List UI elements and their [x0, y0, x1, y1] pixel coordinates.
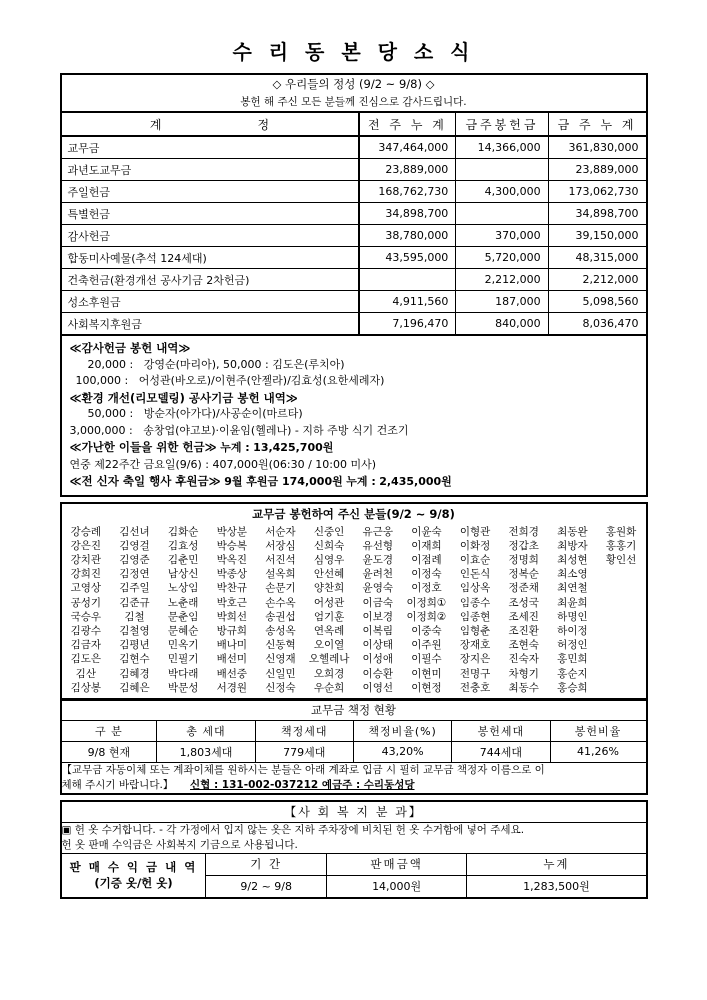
donor-name: 송성옥 — [265, 624, 296, 637]
offering-row-label: 특별헌금 — [61, 203, 359, 225]
welfare-header-period: 기 간 — [206, 853, 326, 875]
donor-name: 이정희① — [406, 596, 447, 609]
table-row — [61, 269, 647, 291]
assessment-notice-row — [61, 762, 647, 794]
assessment-header-assessed-households: 책정세대 — [255, 720, 353, 741]
table-row — [62, 539, 646, 553]
donor-name: 연옥례 — [313, 624, 345, 637]
donor-name: 전충호 — [459, 681, 491, 694]
donor-name: 박옥진 — [216, 553, 248, 566]
donor-name: 박문성 — [167, 681, 199, 694]
offering-row-label: 교무금 — [61, 136, 359, 159]
donor-name: 박종상 — [216, 568, 248, 581]
welfare-revenue-label-line2: (기증 옷/헌 옷) — [94, 876, 173, 891]
offering-row-total: 361,830,000 — [548, 136, 646, 159]
welfare-table — [60, 800, 648, 899]
donor-name: 황인선 — [605, 553, 637, 566]
donor-name: 이상태 — [362, 639, 393, 652]
remodel-fund-heading: ≪환경 개선(리모델링) 공사기금 봉헌 내역≫ — [69, 390, 298, 405]
offering-row-week — [456, 159, 548, 181]
assessment-header-division: 구 분 — [61, 720, 157, 741]
offering-row-label: 감사헌금 — [61, 225, 359, 247]
donor-name: 김평년 — [119, 639, 150, 652]
donor-name: 김철 — [124, 610, 145, 623]
feast-support-month: 9월 후원금 174,000원 — [224, 475, 343, 488]
offering-header-category — [61, 112, 359, 136]
table-row — [62, 525, 646, 539]
offering-row-total: 48,315,000 — [548, 247, 646, 269]
offering-row-week — [456, 203, 548, 225]
table-row — [61, 247, 647, 269]
offering-row-label: 과년도교무금 — [61, 159, 359, 181]
donor-name: 신일민 — [265, 667, 296, 680]
table-row — [61, 225, 647, 247]
donor-name: 김선녀 — [119, 525, 150, 538]
donor-name: 이재희 — [411, 539, 442, 552]
donor-name: 어성관 — [313, 596, 345, 609]
donor-name: 이필수 — [411, 653, 442, 666]
donor-name: 김산 — [75, 667, 96, 680]
thanks-offering-amount: 20,000 : — [87, 357, 134, 371]
offering-row-label: 성소후원금 — [61, 291, 359, 313]
donor-name: 이현정 — [411, 681, 442, 694]
table-row — [62, 596, 646, 610]
offering-row-week: 5,720,000 — [456, 247, 548, 269]
donor-name: 최연철 — [557, 582, 588, 595]
donor-name: 김주일 — [119, 582, 150, 595]
poor-offering-line — [62, 439, 646, 457]
donor-name: 설옥희 — [265, 568, 296, 581]
offering-row-prev — [359, 269, 456, 291]
donor-name: 하이정 — [557, 624, 588, 637]
offering-row-label: 합동미사예물(추석 124세대) — [61, 247, 359, 269]
donor-name — [597, 596, 646, 610]
donor-name: 남상신 — [167, 568, 199, 581]
remodel-fund-line — [62, 406, 646, 423]
donor-name: 서순자 — [265, 525, 296, 538]
donor-name: 배선중 — [216, 667, 248, 680]
donor-name — [597, 638, 646, 652]
assessment-title-row — [61, 700, 647, 720]
offering-banner: ◇ 우리들의 정성 (9/2 ~ 9/8) ◇ — [61, 74, 647, 93]
donor-name: 허정인 — [557, 639, 588, 652]
donor-name: 홍민희 — [557, 653, 588, 666]
donor-name: 유근웅 — [362, 525, 393, 538]
table-row — [61, 203, 647, 225]
donor-name: 박찬규 — [216, 582, 248, 595]
offering-row-prev: 7,196,470 — [359, 313, 456, 336]
donor-name: 조세진 — [508, 610, 539, 623]
table-row — [62, 681, 646, 695]
offering-row-total: 39,150,000 — [548, 225, 646, 247]
donor-name: 장재호 — [459, 639, 491, 652]
offering-row-week: 187,000 — [456, 291, 548, 313]
offering-header-prev-total: 전 주 누 계 — [359, 112, 456, 136]
offering-row-week: 4,300,000 — [456, 181, 548, 203]
donor-name: 김춘민 — [167, 553, 199, 566]
offering-row-prev: 38,780,000 — [359, 225, 456, 247]
welfare-note-line1: ▣ 헌 옷 수거합니다. - 각 가정에서 입지 않는 옷은 지하 주차장에 비치된 헌 옷 수거함에 넣어 주세요. — [61, 823, 525, 836]
donor-name: 강은진 — [70, 539, 102, 552]
donor-name: 윤려천 — [362, 568, 393, 581]
donor-name: 최소영 — [557, 568, 588, 581]
donor-name — [597, 681, 646, 695]
donor-name: 정갑초 — [508, 539, 539, 552]
feast-support-total-label: 누계 : — [346, 475, 376, 488]
donor-name: 신동혁 — [265, 639, 296, 652]
donor-name: 서경원 — [216, 681, 248, 694]
donor-name: 고영상 — [70, 582, 102, 595]
donor-name: 이복림 — [362, 624, 393, 637]
table-row — [61, 291, 647, 313]
offering-row-prev: 43,595,000 — [359, 247, 456, 269]
welfare-revenue-label — [61, 853, 206, 898]
donor-name: 신희숙 — [313, 539, 345, 552]
donor-name: 송권섭 — [265, 610, 296, 623]
donor-name: 임상옥 — [459, 582, 491, 595]
donor-name: 이보경 — [362, 610, 393, 623]
donor-name: 노상임 — [167, 582, 199, 595]
donor-name: 정명희 — [508, 553, 539, 566]
offering-row-prev: 34,898,700 — [359, 203, 456, 225]
assessment-value-offering-households: 744세대 — [452, 741, 550, 762]
donor-name: 신정숙 — [265, 681, 296, 694]
donor-name: 김광수 — [70, 624, 102, 637]
donor-name: 민옥기 — [167, 639, 199, 652]
assessment-header-assessed-rate: 책정비율(%) — [353, 720, 451, 741]
donor-name: 강승례 — [70, 525, 102, 538]
assessment-header-row — [61, 720, 647, 741]
donor-name: 강희진 — [70, 568, 102, 581]
donor-name: 최동완 — [557, 525, 588, 538]
welfare-note-line2: 헌 옷 판매 수익금은 사회복지 기금으로 사용됩니다. — [61, 838, 298, 851]
donor-name: 장지은 — [459, 653, 491, 666]
feast-support-total-value: 2,435,000원 — [379, 475, 452, 488]
donor-name: 김영준 — [119, 553, 150, 566]
donor-name: 박승복 — [216, 539, 248, 552]
table-row — [62, 553, 646, 567]
donor-name: 김혜경 — [119, 667, 150, 680]
assessment-value-division: 9/8 현재 — [61, 741, 157, 762]
donor-name: 박다래 — [167, 667, 199, 680]
donor-name: 박호근 — [216, 596, 248, 609]
donor-name: 유선형 — [362, 539, 393, 552]
donor-name: 최방자 — [557, 539, 588, 552]
table-row — [62, 624, 646, 638]
donor-name: 전명구 — [459, 667, 491, 680]
donor-name: 서진석 — [265, 553, 296, 566]
thanks-offering-names: 강영순(마리아), 50,000 : 김도은(루치아) — [143, 357, 345, 371]
donor-name: 이점례 — [411, 553, 442, 566]
offering-header-category-b: 정 — [257, 117, 270, 132]
offering-details-block — [60, 336, 648, 497]
donor-name: 배선미 — [216, 653, 248, 666]
donor-name: 김금자 — [70, 639, 102, 652]
offering-row-label: 주일헌금 — [61, 181, 359, 203]
donor-name: 조성국 — [508, 596, 539, 609]
offering-row-total: 23,889,000 — [548, 159, 646, 181]
donor-name: 노춘래 — [167, 596, 199, 609]
donor-name: 이주원 — [411, 639, 442, 652]
table-row — [61, 136, 647, 159]
donor-name: 양찬희 — [313, 582, 345, 595]
offering-header-row — [61, 112, 647, 136]
offering-banner-row — [61, 74, 647, 93]
donor-name: 최윤희 — [557, 596, 588, 609]
offering-header-this-week: 금주봉헌금 — [456, 112, 548, 136]
donor-name: 정복순 — [508, 568, 539, 581]
donor-name: 김현수 — [119, 653, 150, 666]
donor-names-block — [60, 502, 648, 700]
remodel-fund-names: 송창업(야고보)·이윤임(헬레나) - 지하 주방 식기 건조기 — [143, 423, 409, 437]
donor-name: 홍승희 — [557, 681, 588, 694]
donor-name: 하명인 — [557, 610, 588, 623]
donor-name: 인돈식 — [459, 568, 491, 581]
offering-row-total: 8,036,470 — [548, 313, 646, 336]
donor-name: 정준채 — [508, 582, 539, 595]
donor-name — [597, 652, 646, 666]
donor-name: 이현미 — [411, 667, 442, 680]
assessment-notice-line1: 【교무금 자동이체 또는 계좌이체를 원하시는 분들은 아래 계좌로 입금 시 필히 교무금 책정자 이름으로 이 — [61, 763, 545, 776]
donor-name: 이정호 — [411, 582, 442, 595]
donor-name: 민필기 — [167, 653, 199, 666]
offering-row-total: 173,062,730 — [548, 181, 646, 203]
donor-name: 이윤숙 — [411, 525, 442, 538]
assessment-value-row — [61, 741, 647, 762]
offering-row-prev: 168,762,730 — [359, 181, 456, 203]
offering-row-week: 840,000 — [456, 313, 548, 336]
donor-name: 신중인 — [313, 525, 345, 538]
offering-row-prev: 23,889,000 — [359, 159, 456, 181]
donor-name: 윤영숙 — [362, 582, 393, 595]
donor-name: 신영재 — [265, 653, 296, 666]
offering-row-week: 370,000 — [456, 225, 548, 247]
table-row — [62, 652, 646, 666]
donor-name: 이효순 — [459, 553, 491, 566]
donor-name: 심영우 — [313, 553, 345, 566]
assessment-value-offering-rate: 41,26% — [550, 741, 646, 762]
thanks-offering-line — [62, 357, 646, 374]
offering-table — [60, 73, 648, 336]
donor-name: 오희경 — [313, 667, 345, 680]
remodel-fund-names: 방순자(아가다)/사공순이(마르타) — [143, 407, 303, 420]
assessment-header-total-households: 총 세대 — [157, 720, 255, 741]
offering-header-this-total: 금 주 누 계 — [548, 112, 646, 136]
offering-row-total: 2,212,000 — [548, 269, 646, 291]
offering-banner-sub-row — [61, 93, 647, 112]
assessment-notice-line2: 체해 주시기 바랍니다.】 — [61, 778, 174, 791]
welfare-value-amount: 14,000원 — [326, 875, 466, 898]
friday-mass-line: 연중 제22주간 금요일(9/6) : 407,000원(06:30 / 10:00 미사) — [69, 457, 377, 471]
donor-name: 진숙자 — [508, 653, 539, 666]
donor-name — [597, 667, 646, 681]
donor-name — [597, 624, 646, 638]
remodel-fund-line — [62, 423, 646, 440]
assessment-header-offering-households: 봉헌세대 — [452, 720, 550, 741]
poor-offering-total-value: 13,425,700원 — [253, 441, 334, 454]
offering-row-label: 사회복지후원금 — [61, 313, 359, 336]
offering-row-total: 34,898,700 — [548, 203, 646, 225]
donor-name: 엄기훈 — [313, 610, 345, 623]
welfare-note-row — [61, 822, 647, 853]
donor-name: 오이열 — [313, 639, 345, 652]
donor-name: 국승우 — [70, 610, 102, 623]
donor-name: 임종현 — [459, 610, 491, 623]
thanks-offering-line — [62, 373, 646, 390]
remodel-fund-amount: 50,000 : — [87, 407, 134, 420]
donor-name — [597, 610, 646, 624]
offering-header-category-a: 계 — [149, 117, 162, 132]
donor-name: 윤도경 — [362, 553, 393, 566]
table-row — [62, 581, 646, 595]
donor-name: 최동수 — [508, 681, 539, 694]
poor-offering-heading: ≪가난한 이들을 위한 헌금≫ — [69, 440, 217, 454]
donor-name: 임종수 — [459, 596, 491, 609]
donor-name: 문춘임 — [167, 610, 199, 623]
donor-name: 이성애 — [362, 653, 393, 666]
donor-name: 김영걸 — [119, 539, 150, 552]
table-row — [62, 610, 646, 624]
offering-row-label: 건축헌금(환경개선 공사기금 2차헌금) — [61, 269, 359, 291]
assessment-notice-account: 신협 : 131-002-037212 예금주 : 수리동성당 — [190, 778, 415, 791]
welfare-header-total: 누계 — [467, 853, 647, 875]
offering-row-prev: 347,464,000 — [359, 136, 456, 159]
donor-name: 차형기 — [508, 667, 539, 680]
offering-row-prev: 4,911,560 — [359, 291, 456, 313]
donor-name: 안선혜 — [313, 568, 345, 581]
feast-support-heading: ≪전 신자 축일 행사 후원금≫ — [69, 474, 221, 488]
assessment-value-assessed-households: 779세대 — [255, 741, 353, 762]
poor-offering-total-label: 누계 : — [220, 441, 250, 454]
welfare-title-row — [61, 801, 647, 823]
donor-name: 김정연 — [119, 568, 150, 581]
offering-row-week: 14,366,000 — [456, 136, 548, 159]
assessment-value-total-households: 1,803세대 — [157, 741, 255, 762]
donor-name: 이영선 — [362, 681, 393, 694]
welfare-value-total: 1,283,500원 — [467, 875, 647, 898]
welfare-note — [61, 822, 647, 853]
donor-names-table — [62, 525, 646, 695]
donor-name — [597, 567, 646, 581]
table-row — [61, 159, 647, 181]
thanks-offering-names: 어성관(바오로)/이현주(안젤라)/김효성(요한세례자) — [138, 374, 385, 387]
donor-name: 박상분 — [216, 525, 248, 538]
donor-name: 공성기 — [70, 596, 102, 609]
welfare-value-period: 9/2 ~ 9/8 — [206, 875, 326, 898]
donor-name: 박희선 — [216, 610, 248, 623]
donor-name: 전희경 — [508, 525, 539, 538]
remodel-fund-amount: 3,000,000 : — [69, 423, 133, 437]
donor-name: 방규희 — [216, 624, 248, 637]
donor-name: 이금숙 — [362, 596, 393, 609]
donor-name: 조현숙 — [508, 639, 539, 652]
donor-name: 배나미 — [216, 639, 248, 652]
donor-name: 이중숙 — [411, 624, 442, 637]
donor-name: 홍홍기 — [605, 539, 637, 552]
offering-row-total: 5,098,560 — [548, 291, 646, 313]
table-row — [62, 638, 646, 652]
donor-name: 임형춘 — [459, 624, 491, 637]
donor-name: 이승환 — [362, 667, 393, 680]
welfare-revenue-label-line1: 판 매 수 익 금 내 역 — [69, 860, 198, 875]
assessment-title: 교무금 책정 현황 — [61, 700, 647, 720]
table-row — [61, 181, 647, 203]
donor-name: 김상봉 — [70, 681, 102, 694]
thanks-offering-heading: ≪감사헌금 봉헌 내역≫ — [69, 341, 191, 355]
donor-name: 김도은 — [70, 653, 102, 666]
donor-name: 이정희② — [406, 610, 447, 623]
donor-name: 김준규 — [119, 596, 150, 609]
assessment-notice — [61, 762, 647, 794]
donor-name: 서장심 — [265, 539, 296, 552]
donor-name: 홍원화 — [605, 525, 637, 538]
donor-name: 김철영 — [119, 624, 150, 637]
donor-name: 손수옥 — [265, 596, 296, 609]
table-row — [62, 567, 646, 581]
table-row — [62, 667, 646, 681]
offering-row-week: 2,212,000 — [456, 269, 548, 291]
donor-name — [597, 581, 646, 595]
donor-name: 오헬레나 — [308, 653, 350, 666]
donor-name: 김화순 — [167, 525, 199, 538]
donor-name: 문혜순 — [167, 624, 199, 637]
donor-name: 이정숙 — [411, 568, 442, 581]
donor-name: 홍순지 — [557, 667, 588, 680]
donor-name: 이화정 — [459, 539, 491, 552]
donor-name: 우순희 — [313, 681, 345, 694]
donor-name: 김혜은 — [119, 681, 150, 694]
page-title: 수 리 동 본 당 소 식 — [232, 40, 475, 64]
donor-name: 김효성 — [167, 539, 199, 552]
welfare-header-row — [61, 853, 647, 875]
feast-support-line — [62, 473, 646, 491]
donor-name: 이형관 — [459, 525, 491, 538]
donor-name: 손문기 — [265, 582, 296, 595]
donor-name: 조진환 — [508, 624, 539, 637]
assessment-table — [60, 700, 648, 795]
thanks-offering-amount: 100,000 : — [75, 374, 129, 387]
assessment-value-assessed-rate: 43,20% — [353, 741, 451, 762]
assessment-header-offering-rate: 봉헌비율 — [550, 720, 646, 741]
donor-name: 최성현 — [557, 553, 588, 566]
welfare-title: 【사 회 복 지 분 과】 — [61, 801, 647, 823]
offering-banner-sub: 봉헌 해 주신 모든 분들께 진심으로 감사드립니다. — [61, 93, 647, 112]
table-row — [61, 313, 647, 336]
donor-name: 강치관 — [70, 553, 102, 566]
welfare-header-amount: 판매금액 — [326, 853, 466, 875]
donor-names-title: 교무금 봉헌하여 주신 분들(9/2 ~ 9/8) — [252, 506, 455, 521]
